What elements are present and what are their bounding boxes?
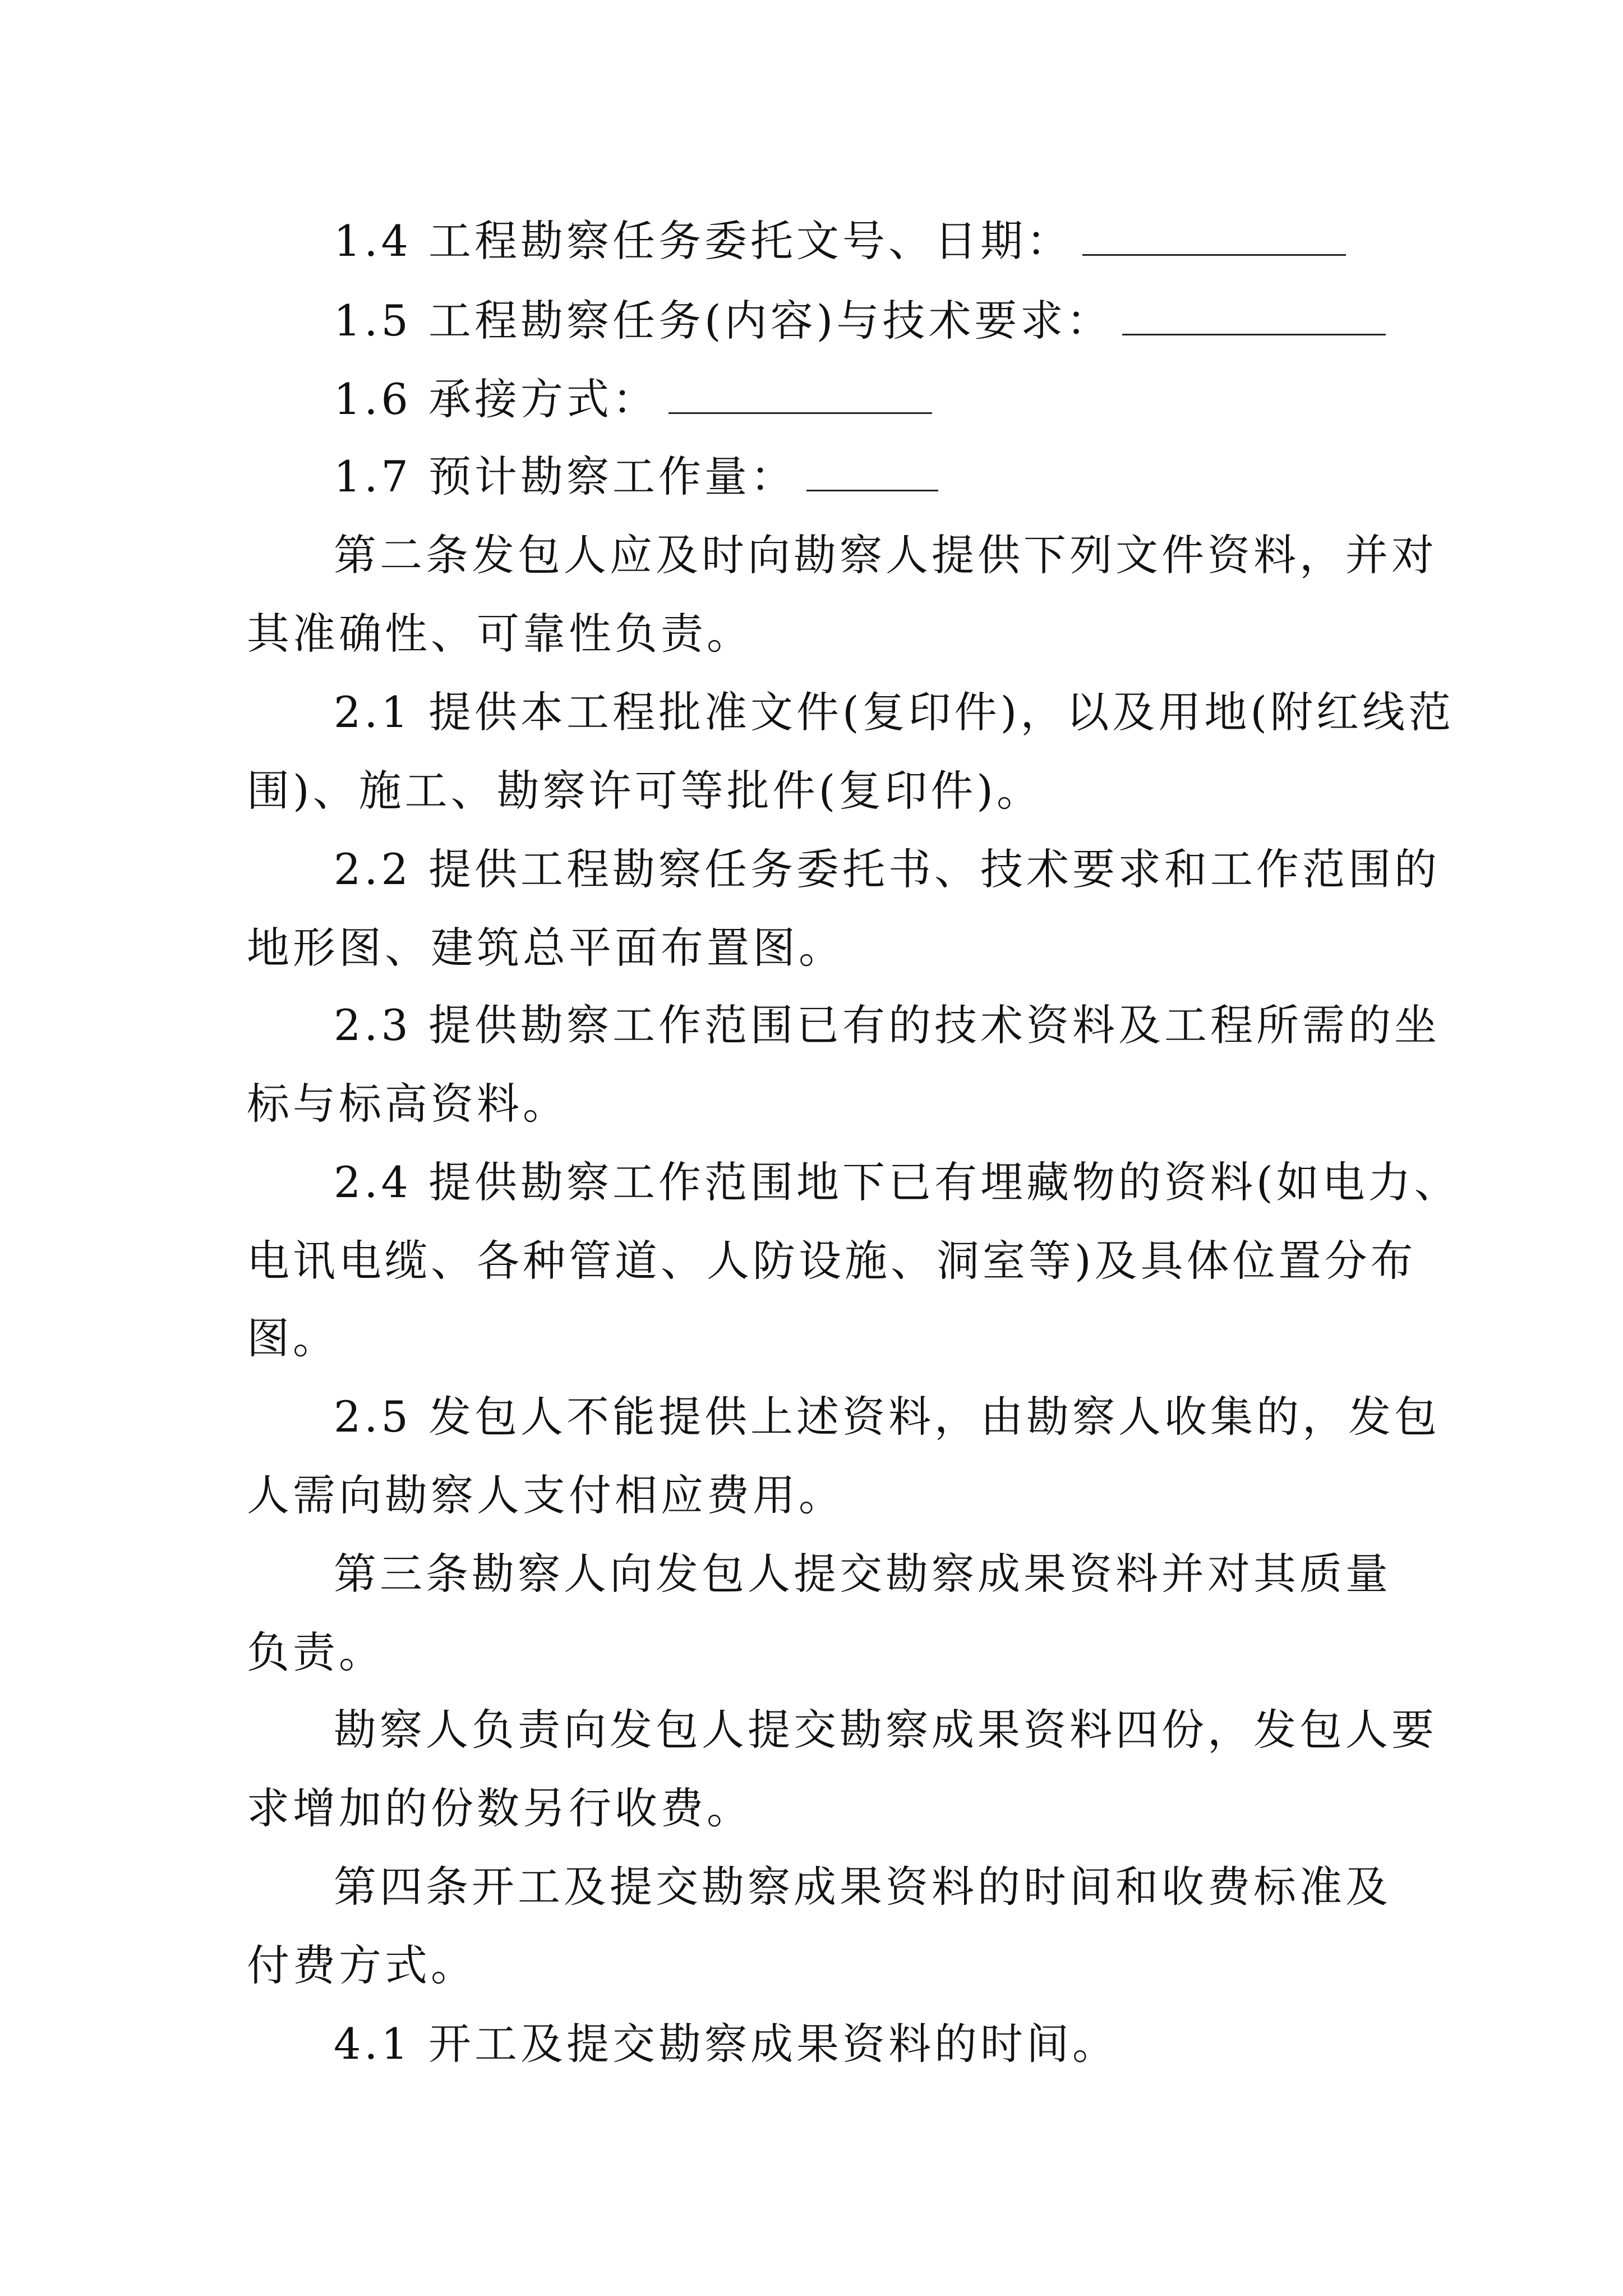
article-3-body-line-2: 求增加的份数另行收费。 [247, 1783, 753, 1833]
article-4-line-1: 第四条开工及提交勘察成果资料的时间和收费标准及 [334, 1862, 1391, 1912]
clause-2-3-line-1: 2.3 提供勘察工作范围已有的技术资料及工程所需的坐 [334, 1000, 1441, 1050]
article-3-line-1: 第三条勘察人向发包人提交勘察成果资料并对其质量 [334, 1549, 1391, 1599]
article-3-body-line-1: 勘察人负责向发包人提交勘察成果资料四份，发包人要 [334, 1705, 1437, 1755]
clause-2-1-line-1: 2.1 提供本工程批准文件(复印件)，以及用地(附红线范 [334, 687, 1454, 737]
clause-1-5 [334, 293, 1478, 349]
clause-1-6-text: 1.6 承接方式： [334, 374, 659, 424]
article-2-line-2: 其准确性、可靠性负责。 [247, 609, 753, 659]
article-2-line-1: 第二条发包人应及时向勘察人提供下列文件资料，并对 [334, 530, 1437, 580]
clause-2-1-line-2: 围)、施工、勘察许可等批件(复印件)。 [247, 766, 1043, 816]
article-3-line-2: 负责。 [247, 1627, 385, 1677]
clause-2-2-line-1: 2.2 提供工程勘察任务委托书、技术要求和工作范围的 [334, 844, 1441, 894]
clause-2-3-line-2: 标与标高资料。 [247, 1079, 569, 1129]
clause-2-4-line-1: 2.4 提供勘察工作范围地下已有埋藏物的资料(如电力、 [334, 1157, 1460, 1207]
clause-2-5-line-1: 2.5 发包人不能提供上述资料，由勘察人收集的，发包 [334, 1392, 1441, 1442]
clause-2-2-line-2: 地形图、建筑总平面布置图。 [247, 923, 845, 973]
blank-field-1-7 [806, 455, 938, 491]
clause-1-4-text: 1.4 工程勘察任务委托文号、日期： [334, 216, 1073, 266]
clause-2-4-line-2: 电讯电缆、各种管道、人防设施、洞室等)及具体位置分布 [247, 1236, 1417, 1286]
article-4-line-2: 付费方式。 [247, 1940, 477, 1990]
clause-2-5-line-2: 人需向勘察人支付相应费用。 [247, 1470, 845, 1520]
clause-4-1: 4.1 开工及提交勘察成果资料的时间。 [334, 2019, 1119, 2069]
clause-1-6 [334, 371, 1478, 427]
clause-1-4 [334, 213, 1478, 269]
clause-2-4-line-3: 图。 [247, 1313, 339, 1363]
blank-field-1-6 [668, 378, 932, 414]
blank-field-1-4 [1082, 219, 1346, 256]
clause-1-7 [334, 449, 1478, 505]
blank-field-1-5 [1122, 299, 1386, 335]
clause-1-7-text: 1.7 预计勘察工作量： [334, 452, 797, 501]
clause-1-5-text: 1.5 工程勘察任务(内容)与技术要求： [334, 296, 1113, 346]
